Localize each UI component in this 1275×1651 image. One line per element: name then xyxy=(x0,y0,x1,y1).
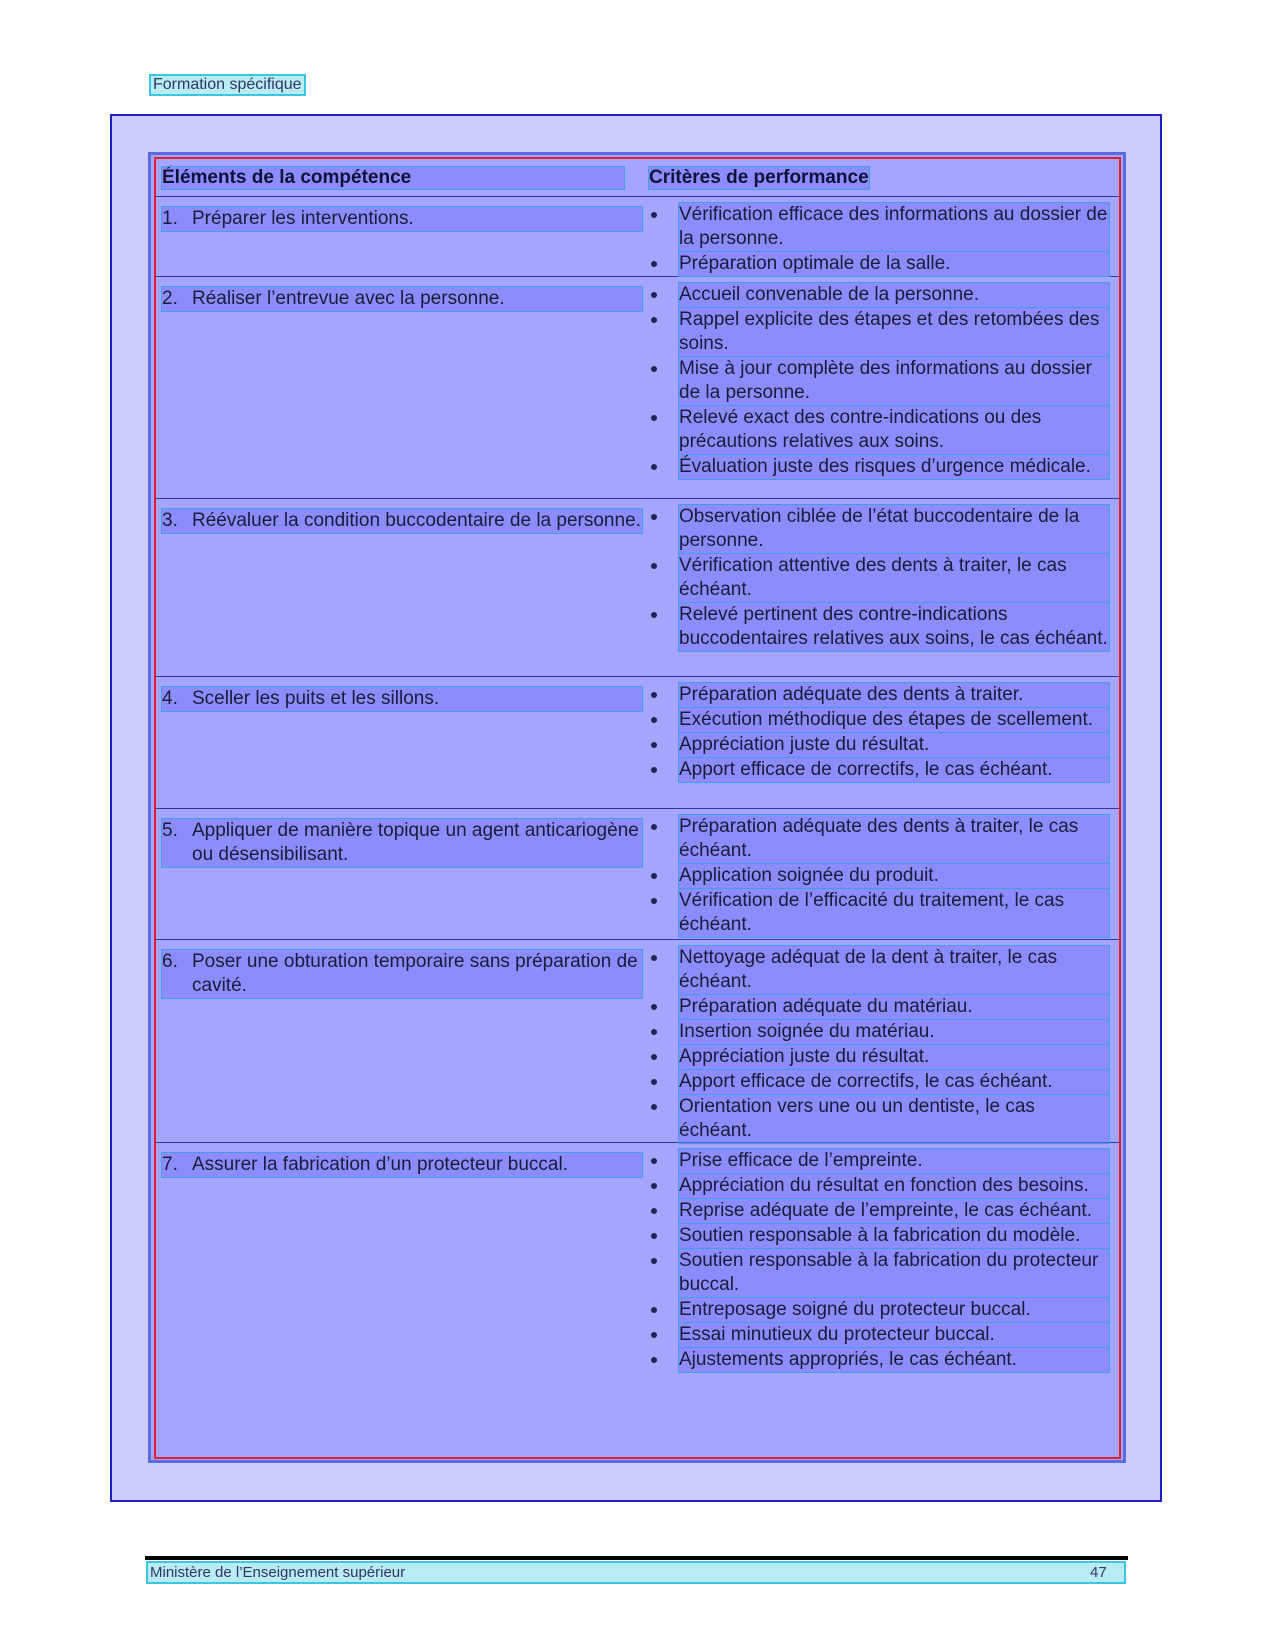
list-item xyxy=(649,308,1109,356)
bullet-icon xyxy=(649,995,659,1017)
bullet-icon xyxy=(649,733,659,755)
criterion-text: Ajustements appropriés, le cas échéant. xyxy=(679,1348,1109,1372)
list-item xyxy=(649,505,1109,553)
bullet-icon xyxy=(649,708,659,730)
element-text: Préparer les interventions. xyxy=(192,208,414,229)
table-row xyxy=(156,809,1119,940)
element-number: 1. xyxy=(162,208,178,229)
list-item xyxy=(649,1224,1109,1248)
list-item xyxy=(649,357,1109,405)
criterion-text: Entreposage soigné du protecteur buccal. xyxy=(679,1298,1109,1322)
list-item xyxy=(649,1174,1109,1198)
bullet-icon xyxy=(649,1323,659,1345)
criterion-text: Préparation adéquate des dents à traiter, le cas échéant. xyxy=(679,815,1109,863)
criteria-list xyxy=(649,203,1109,277)
criterion-text: Relevé pertinent des contre-indications buccodentaires relatives aux soins, le cas échéant. xyxy=(679,604,1108,649)
footer-rule xyxy=(145,1556,1128,1560)
list-item xyxy=(649,758,1109,782)
criterion-text: Préparation optimale de la salle. xyxy=(679,252,1109,276)
criterion-text: Apport efficace de correctifs, le cas échéant. xyxy=(679,758,1109,782)
list-item xyxy=(649,1045,1109,1069)
list-item xyxy=(649,889,1109,937)
bullet-icon xyxy=(649,683,659,705)
bullet-icon xyxy=(649,554,659,576)
list-item xyxy=(649,1249,1109,1297)
criterion-text: Rappel explicite des étapes et des retombées des soins. xyxy=(679,308,1109,356)
criteria-list xyxy=(649,946,1109,1144)
criterion-text: Appréciation du résultat en fonction des besoins. xyxy=(679,1174,1109,1198)
list-item xyxy=(649,1199,1109,1223)
bullet-icon xyxy=(649,505,659,527)
list-item xyxy=(649,283,1109,307)
bullet-icon xyxy=(649,357,659,379)
competency-element xyxy=(162,207,642,231)
table-row xyxy=(156,277,1119,499)
competency-element xyxy=(162,950,642,998)
criterion-text: Vérification efficace des informations au dossier de la personne. xyxy=(679,204,1108,249)
criterion-text: Appréciation juste du résultat. xyxy=(679,733,1109,757)
criterion-text: Essai minutieux du protecteur buccal. xyxy=(679,1323,1109,1347)
criterion-text: Application soignée du produit. xyxy=(679,864,1109,888)
list-item xyxy=(649,1070,1109,1094)
criterion-text: Reprise adéquate de l’empreinte, le cas échéant. xyxy=(679,1199,1109,1223)
bullet-icon xyxy=(649,1070,659,1092)
element-text: Réévaluer la condition buccodentaire de la personne. xyxy=(192,510,641,531)
element-text: Réaliser l’entrevue avec la personne. xyxy=(192,288,505,309)
table-row xyxy=(156,1143,1119,1459)
criterion-text: Accueil convenable de la personne. xyxy=(679,283,1109,307)
criterion-text: Nettoyage adéquat de la dent à traiter, le cas échéant. xyxy=(679,946,1109,994)
list-item xyxy=(649,1323,1109,1347)
criterion-text: Insertion soignée du matériau. xyxy=(679,1020,1109,1044)
list-item xyxy=(649,252,1109,276)
list-item xyxy=(649,203,1109,251)
criteria-list xyxy=(649,1149,1109,1373)
criterion-text: Préparation adéquate des dents à traiter. xyxy=(679,683,1109,707)
list-item xyxy=(649,1298,1109,1322)
bullet-icon xyxy=(649,1174,659,1196)
element-number: 5. xyxy=(162,820,178,841)
list-item xyxy=(649,683,1109,707)
list-item xyxy=(649,708,1109,732)
bullet-icon xyxy=(649,455,659,477)
bullet-icon xyxy=(649,406,659,428)
criteria-list xyxy=(649,283,1109,480)
criteria-list xyxy=(649,505,1109,652)
list-item xyxy=(649,554,1109,602)
table-row xyxy=(156,940,1119,1143)
bullet-icon xyxy=(649,1020,659,1042)
table-header-row xyxy=(156,159,1119,197)
element-number: 6. xyxy=(162,951,178,972)
criterion-text: Appréciation juste du résultat. xyxy=(679,1045,1109,1069)
criterion-text: Observation ciblée de l’état buccodentaire de la personne. xyxy=(679,505,1109,553)
competency-element xyxy=(162,819,642,867)
bullet-icon xyxy=(649,758,659,780)
bullet-icon xyxy=(649,1224,659,1246)
criterion-text: Orientation vers une ou un dentiste, le cas échéant. xyxy=(679,1095,1109,1143)
bullet-icon xyxy=(649,946,659,968)
list-item xyxy=(649,603,1109,651)
criterion-text: Soutien responsable à la fabrication du modèle. xyxy=(679,1224,1109,1248)
bullet-icon xyxy=(649,1095,659,1117)
competency-element xyxy=(162,1153,642,1177)
element-number: 2. xyxy=(162,288,178,309)
element-text: Sceller les puits et les sillons. xyxy=(192,688,440,709)
bullet-icon xyxy=(649,283,659,305)
criterion-text: Prise efficace de l’empreinte. xyxy=(679,1149,1109,1173)
criteria-list xyxy=(649,815,1109,938)
list-item xyxy=(649,733,1109,757)
competency-element xyxy=(162,509,642,533)
table-row xyxy=(156,499,1119,677)
bullet-icon xyxy=(649,252,659,274)
list-item xyxy=(649,946,1109,994)
element-text: Poser une obturation temporaire sans préparation de cavité. xyxy=(192,951,638,996)
bullet-icon xyxy=(649,815,659,837)
criterion-text: Préparation adéquate du matériau. xyxy=(679,995,1109,1019)
table-row xyxy=(156,677,1119,809)
list-item xyxy=(649,455,1109,479)
page-number: 47 xyxy=(1090,1564,1107,1581)
competency-element xyxy=(162,687,642,711)
criterion-text: Évaluation juste des risques d’urgence médicale. xyxy=(679,455,1109,479)
bullet-icon xyxy=(649,1249,659,1271)
element-text: Appliquer de manière topique un agent anticariogène ou désensibilisant. xyxy=(192,820,639,865)
bullet-icon xyxy=(649,1199,659,1221)
element-number: 7. xyxy=(162,1154,178,1175)
column-header-elements: Éléments de la compétence xyxy=(162,167,624,189)
list-item xyxy=(649,406,1109,454)
element-text: Assurer la fabrication d’un protecteur buccal. xyxy=(192,1154,568,1175)
bullet-icon xyxy=(649,603,659,625)
competency-table xyxy=(154,157,1121,1459)
bullet-icon xyxy=(649,308,659,330)
bullet-icon xyxy=(649,1298,659,1320)
criterion-text: Soutien responsable à la fabrication du protecteur buccal. xyxy=(679,1249,1109,1297)
list-item xyxy=(649,815,1109,863)
list-item xyxy=(649,1149,1109,1173)
element-number: 3. xyxy=(162,510,178,531)
element-number: 4. xyxy=(162,688,178,709)
list-item xyxy=(649,1348,1109,1372)
list-item xyxy=(649,864,1109,888)
criterion-text: Vérification de l’efficacité du traitement, le cas échéant. xyxy=(679,889,1109,937)
criterion-text: Mise à jour complète des informations au dossier de la personne. xyxy=(679,357,1109,405)
bullet-icon xyxy=(649,864,659,886)
competency-element xyxy=(162,287,642,311)
list-item xyxy=(649,1095,1109,1143)
table-row xyxy=(156,197,1119,277)
list-item xyxy=(649,995,1109,1019)
footer-ministry: Ministère de l’Enseignement supérieur xyxy=(150,1564,406,1581)
criterion-text: Vérification attentive des dents à traiter, le cas échéant. xyxy=(679,554,1109,602)
bullet-icon xyxy=(649,1348,659,1370)
criterion-text: Apport efficace de correctifs, le cas échéant. xyxy=(679,1070,1109,1094)
bullet-icon xyxy=(649,203,659,225)
bullet-icon xyxy=(649,889,659,911)
list-item xyxy=(649,1020,1109,1044)
criterion-text: Exécution méthodique des étapes de scellement. xyxy=(679,708,1109,732)
column-header-criteria: Critères de performance xyxy=(649,167,869,188)
criteria-list xyxy=(649,683,1109,783)
running-header: Formation spécifique xyxy=(153,76,302,93)
criterion-text: Relevé exact des contre-indications ou des précautions relatives aux soins. xyxy=(679,406,1109,454)
bullet-icon xyxy=(649,1149,659,1171)
bullet-icon xyxy=(649,1045,659,1067)
